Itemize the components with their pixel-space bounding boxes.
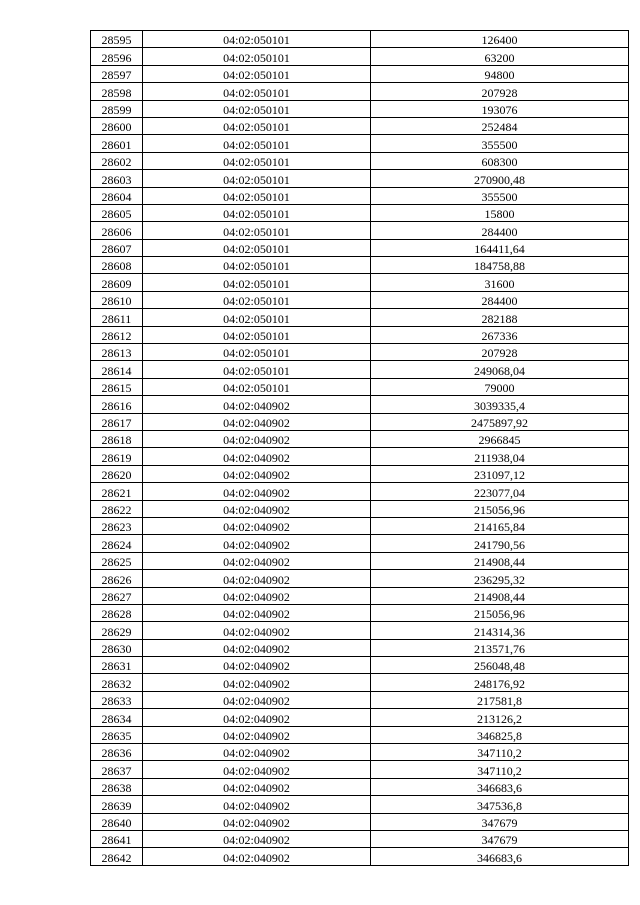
- cadastral-code-cell: 04:02:040902: [143, 448, 371, 465]
- table-row: [91, 152, 629, 169]
- value-cell: 347110,2: [371, 761, 629, 778]
- row-number-cell: 28625: [91, 552, 143, 569]
- value-cell: 346683,6: [371, 848, 629, 865]
- data-table: [90, 30, 629, 866]
- cadastral-code-cell: 04:02:040902: [143, 726, 371, 743]
- cadastral-code-cell: 04:02:040902: [143, 413, 371, 430]
- row-number-cell: 28596: [91, 48, 143, 65]
- value-cell: 2966845: [371, 430, 629, 447]
- value-cell: 256048,48: [371, 657, 629, 674]
- table-row: [91, 187, 629, 204]
- row-number-cell: 28630: [91, 639, 143, 656]
- cadastral-code-cell: 04:02:040902: [143, 761, 371, 778]
- cadastral-code-cell: 04:02:050101: [143, 361, 371, 378]
- cadastral-code-cell: 04:02:040902: [143, 657, 371, 674]
- value-cell: 214314,36: [371, 622, 629, 639]
- cadastral-code-cell: 04:02:050101: [143, 239, 371, 256]
- value-cell: 270900,48: [371, 170, 629, 187]
- value-cell: 608300: [371, 152, 629, 169]
- table-row: [91, 622, 629, 639]
- cadastral-code-cell: 04:02:040902: [143, 604, 371, 621]
- table-row: [91, 83, 629, 100]
- cadastral-code-cell: 04:02:050101: [143, 344, 371, 361]
- row-number-cell: 28620: [91, 465, 143, 482]
- table-row: [91, 222, 629, 239]
- cadastral-code-cell: 04:02:040902: [143, 430, 371, 447]
- cadastral-code-cell: 04:02:040902: [143, 778, 371, 795]
- value-cell: 236295,32: [371, 570, 629, 587]
- value-cell: 241790,56: [371, 535, 629, 552]
- cadastral-code-cell: 04:02:040902: [143, 744, 371, 761]
- cadastral-code-cell: 04:02:040902: [143, 796, 371, 813]
- row-number-cell: 28607: [91, 239, 143, 256]
- row-number-cell: 28638: [91, 778, 143, 795]
- table-row: [91, 326, 629, 343]
- row-number-cell: 28618: [91, 430, 143, 447]
- value-cell: 346683,6: [371, 778, 629, 795]
- value-cell: 15800: [371, 204, 629, 221]
- row-number-cell: 28623: [91, 517, 143, 534]
- table-body: [91, 31, 629, 866]
- table-row: [91, 48, 629, 65]
- cadastral-code-cell: 04:02:050101: [143, 65, 371, 82]
- cadastral-code-cell: 04:02:040902: [143, 691, 371, 708]
- value-cell: 248176,92: [371, 674, 629, 691]
- row-number-cell: 28622: [91, 500, 143, 517]
- value-cell: 347679: [371, 830, 629, 847]
- cadastral-code-cell: 04:02:050101: [143, 204, 371, 221]
- table-row: [91, 396, 629, 413]
- cadastral-code-cell: 04:02:050101: [143, 309, 371, 326]
- row-number-cell: 28641: [91, 830, 143, 847]
- table-row: [91, 257, 629, 274]
- row-number-cell: 28639: [91, 796, 143, 813]
- cadastral-code-cell: 04:02:050101: [143, 135, 371, 152]
- value-cell: 213126,2: [371, 709, 629, 726]
- row-number-cell: 28595: [91, 31, 143, 48]
- cadastral-code-cell: 04:02:050101: [143, 222, 371, 239]
- row-number-cell: 28616: [91, 396, 143, 413]
- value-cell: 249068,04: [371, 361, 629, 378]
- cadastral-code-cell: 04:02:040902: [143, 830, 371, 847]
- table-row: [91, 761, 629, 778]
- table-row: [91, 709, 629, 726]
- table-row: [91, 604, 629, 621]
- row-number-cell: 28603: [91, 170, 143, 187]
- row-number-cell: 28640: [91, 813, 143, 830]
- row-number-cell: 28617: [91, 413, 143, 430]
- value-cell: 94800: [371, 65, 629, 82]
- cadastral-code-cell: 04:02:050101: [143, 291, 371, 308]
- value-cell: 211938,04: [371, 448, 629, 465]
- table-row: [91, 657, 629, 674]
- table-row: [91, 517, 629, 534]
- value-cell: 207928: [371, 344, 629, 361]
- cadastral-code-cell: 04:02:050101: [143, 170, 371, 187]
- row-number-cell: 28611: [91, 309, 143, 326]
- table-row: [91, 483, 629, 500]
- value-cell: 126400: [371, 31, 629, 48]
- cadastral-code-cell: 04:02:050101: [143, 31, 371, 48]
- table-row: [91, 848, 629, 865]
- cadastral-code-cell: 04:02:040902: [143, 709, 371, 726]
- cadastral-code-cell: 04:02:050101: [143, 257, 371, 274]
- row-number-cell: 28633: [91, 691, 143, 708]
- table-row: [91, 813, 629, 830]
- value-cell: 252484: [371, 117, 629, 134]
- value-cell: 214908,44: [371, 587, 629, 604]
- row-number-cell: 28615: [91, 378, 143, 395]
- row-number-cell: 28605: [91, 204, 143, 221]
- cadastral-code-cell: 04:02:050101: [143, 326, 371, 343]
- table-row: [91, 309, 629, 326]
- cadastral-code-cell: 04:02:050101: [143, 152, 371, 169]
- value-cell: 347536,8: [371, 796, 629, 813]
- row-number-cell: 28599: [91, 100, 143, 117]
- table-row: [91, 639, 629, 656]
- table-row: [91, 204, 629, 221]
- row-number-cell: 28602: [91, 152, 143, 169]
- cadastral-code-cell: 04:02:050101: [143, 48, 371, 65]
- table-row: [91, 465, 629, 482]
- row-number-cell: 28597: [91, 65, 143, 82]
- table-row: [91, 65, 629, 82]
- row-number-cell: 28619: [91, 448, 143, 465]
- value-cell: 214165,84: [371, 517, 629, 534]
- cadastral-code-cell: 04:02:040902: [143, 570, 371, 587]
- row-number-cell: 28631: [91, 657, 143, 674]
- cadastral-code-cell: 04:02:050101: [143, 100, 371, 117]
- table-row: [91, 361, 629, 378]
- row-number-cell: 28600: [91, 117, 143, 134]
- row-number-cell: 28621: [91, 483, 143, 500]
- table-row: [91, 830, 629, 847]
- cadastral-code-cell: 04:02:040902: [143, 587, 371, 604]
- row-number-cell: 28608: [91, 257, 143, 274]
- cadastral-code-cell: 04:02:040902: [143, 517, 371, 534]
- table-row: [91, 726, 629, 743]
- row-number-cell: 28612: [91, 326, 143, 343]
- cadastral-code-cell: 04:02:050101: [143, 378, 371, 395]
- table-row: [91, 117, 629, 134]
- cadastral-code-cell: 04:02:040902: [143, 535, 371, 552]
- table-row: [91, 448, 629, 465]
- value-cell: 355500: [371, 187, 629, 204]
- row-number-cell: 28609: [91, 274, 143, 291]
- table-row: [91, 413, 629, 430]
- table-row: [91, 778, 629, 795]
- row-number-cell: 28632: [91, 674, 143, 691]
- table-row: [91, 744, 629, 761]
- table-row: [91, 535, 629, 552]
- cadastral-code-cell: 04:02:050101: [143, 117, 371, 134]
- row-number-cell: 28636: [91, 744, 143, 761]
- table-row: [91, 170, 629, 187]
- value-cell: 267336: [371, 326, 629, 343]
- row-number-cell: 28629: [91, 622, 143, 639]
- value-cell: 347110,2: [371, 744, 629, 761]
- value-cell: 346825,8: [371, 726, 629, 743]
- value-cell: 215056,96: [371, 604, 629, 621]
- value-cell: 231097,12: [371, 465, 629, 482]
- cadastral-code-cell: 04:02:040902: [143, 500, 371, 517]
- value-cell: 284400: [371, 291, 629, 308]
- value-cell: 282188: [371, 309, 629, 326]
- value-cell: 164411,64: [371, 239, 629, 256]
- value-cell: 3039335,4: [371, 396, 629, 413]
- value-cell: 215056,96: [371, 500, 629, 517]
- value-cell: 355500: [371, 135, 629, 152]
- row-number-cell: 28642: [91, 848, 143, 865]
- value-cell: 214908,44: [371, 552, 629, 569]
- table-row: [91, 378, 629, 395]
- row-number-cell: 28634: [91, 709, 143, 726]
- row-number-cell: 28614: [91, 361, 143, 378]
- table-row: [91, 31, 629, 48]
- row-number-cell: 28627: [91, 587, 143, 604]
- row-number-cell: 28598: [91, 83, 143, 100]
- table-row: [91, 691, 629, 708]
- row-number-cell: 28604: [91, 187, 143, 204]
- value-cell: 184758,88: [371, 257, 629, 274]
- value-cell: 193076: [371, 100, 629, 117]
- table-row: [91, 430, 629, 447]
- row-number-cell: 28626: [91, 570, 143, 587]
- table-row: [91, 344, 629, 361]
- row-number-cell: 28606: [91, 222, 143, 239]
- cadastral-code-cell: 04:02:040902: [143, 622, 371, 639]
- table-row: [91, 587, 629, 604]
- table-row: [91, 796, 629, 813]
- row-number-cell: 28610: [91, 291, 143, 308]
- value-cell: 2475897,92: [371, 413, 629, 430]
- value-cell: 223077,04: [371, 483, 629, 500]
- cadastral-code-cell: 04:02:040902: [143, 552, 371, 569]
- table-row: [91, 100, 629, 117]
- cadastral-code-cell: 04:02:040902: [143, 465, 371, 482]
- cadastral-code-cell: 04:02:040902: [143, 848, 371, 865]
- table-row: [91, 552, 629, 569]
- value-cell: 207928: [371, 83, 629, 100]
- value-cell: 347679: [371, 813, 629, 830]
- value-cell: 213571,76: [371, 639, 629, 656]
- value-cell: 284400: [371, 222, 629, 239]
- row-number-cell: 28637: [91, 761, 143, 778]
- table-row: [91, 291, 629, 308]
- value-cell: 31600: [371, 274, 629, 291]
- value-cell: 79000: [371, 378, 629, 395]
- table-row: [91, 570, 629, 587]
- cadastral-code-cell: 04:02:040902: [143, 483, 371, 500]
- cadastral-code-cell: 04:02:050101: [143, 274, 371, 291]
- cadastral-code-cell: 04:02:050101: [143, 83, 371, 100]
- row-number-cell: 28613: [91, 344, 143, 361]
- table-row: [91, 674, 629, 691]
- value-cell: 63200: [371, 48, 629, 65]
- row-number-cell: 28635: [91, 726, 143, 743]
- cadastral-code-cell: 04:02:050101: [143, 187, 371, 204]
- value-cell: 217581,8: [371, 691, 629, 708]
- cadastral-code-cell: 04:02:040902: [143, 813, 371, 830]
- table-row: [91, 274, 629, 291]
- row-number-cell: 28601: [91, 135, 143, 152]
- row-number-cell: 28624: [91, 535, 143, 552]
- table-row: [91, 135, 629, 152]
- cadastral-code-cell: 04:02:040902: [143, 674, 371, 691]
- cadastral-code-cell: 04:02:040902: [143, 639, 371, 656]
- row-number-cell: 28628: [91, 604, 143, 621]
- table-row: [91, 239, 629, 256]
- cadastral-code-cell: 04:02:040902: [143, 396, 371, 413]
- table-row: [91, 500, 629, 517]
